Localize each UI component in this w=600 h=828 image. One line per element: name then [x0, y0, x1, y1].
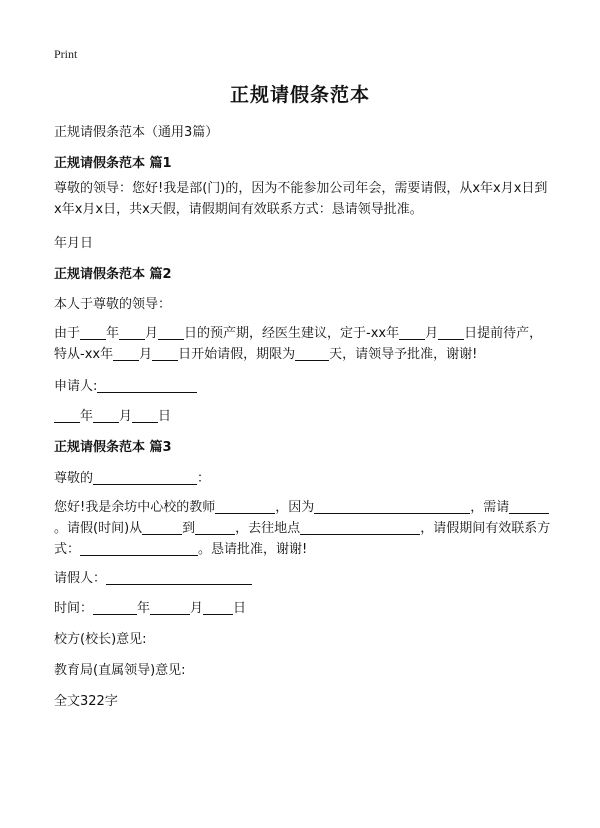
article-3-body	[54, 497, 552, 560]
article-2-body	[54, 323, 552, 365]
word-count: 全文322字	[54, 694, 118, 709]
body-text: ，因为	[275, 500, 315, 515]
body-text: 。请假(时间)从	[54, 521, 143, 536]
page-title: 正规请假条范本	[229, 84, 370, 106]
greeting-end: ：	[197, 471, 211, 486]
blank-field	[119, 325, 145, 340]
body-text: 年	[106, 326, 120, 341]
article-3-greeting	[54, 467, 210, 486]
blank-field	[80, 541, 198, 556]
body-text: ，请假期间有效联系方式：	[54, 521, 551, 557]
date-day-label: 日	[158, 409, 172, 424]
body-text: 日开始请假，期限为	[178, 347, 296, 362]
applicant-label: 申请人:	[54, 379, 98, 394]
date-year-label: 年	[80, 409, 94, 424]
blank-field	[93, 470, 197, 485]
blank-field	[203, 600, 233, 615]
print-link[interactable]: Print	[54, 47, 78, 61]
applicant-line	[54, 375, 197, 394]
body-text: 到	[182, 521, 196, 536]
body-text: 由于	[54, 326, 81, 341]
greeting-label: 尊敬的	[54, 471, 94, 486]
leave-person-label: 请假人：	[54, 571, 107, 586]
time-year-label: 年	[137, 601, 151, 616]
blank-field	[399, 325, 425, 340]
body-text: 您好!我是余坊中心校的教师	[54, 500, 216, 515]
blank-field	[509, 499, 549, 514]
body-text: 月	[425, 326, 439, 341]
blank-field	[314, 499, 470, 514]
blank-field	[106, 570, 252, 585]
body-text: 日提前待产，特从-xx年	[54, 326, 543, 362]
article-1-body: 尊敬的领导：您好!我是部(门)的，因为不能参加公司年会，需要请假，从x年x月x日到x年x月x日，共x天假，请假期间有效联系方式：恳请领导批准。	[54, 181, 548, 217]
article-1-date: 年月日	[54, 236, 94, 251]
body-text: 天，请领导予批准，谢谢!	[329, 347, 478, 362]
school-opinion: 校方(校长)意见:	[54, 632, 147, 647]
body-text: ，需请	[470, 500, 510, 515]
article-1-heading: 正规请假条范本 篇1	[54, 156, 172, 171]
time-day-label: 日	[233, 601, 247, 616]
body-text: ，去往地点	[235, 521, 301, 536]
applicant-blank	[97, 378, 197, 393]
article-2-greeting: 本人于尊敬的领导：	[54, 297, 172, 312]
body-text: 。恳请批准，谢谢!	[198, 542, 308, 557]
date-month-label: 月	[119, 409, 133, 424]
blank-field	[295, 346, 329, 361]
blank-field	[152, 346, 178, 361]
blank-field	[132, 408, 158, 423]
blank-field	[113, 346, 139, 361]
article-2-heading: 正规请假条范本 篇2	[54, 267, 172, 282]
blank-field	[300, 520, 420, 535]
article-2-date-line	[54, 405, 171, 424]
blank-field	[195, 520, 235, 535]
body-text: 月	[145, 326, 159, 341]
time-label: 时间：	[54, 601, 94, 616]
body-text: 日的预产期，经医生建议，定于-xx年	[184, 326, 400, 341]
article-3-heading: 正规请假条范本 篇3	[54, 440, 172, 455]
blank-field	[80, 325, 106, 340]
body-text: 月	[139, 347, 153, 362]
blank-field	[158, 325, 184, 340]
leave-person-line	[54, 567, 252, 586]
blank-field	[54, 408, 80, 423]
bureau-opinion: 教育局(直属领导)意见:	[54, 663, 186, 678]
time-line	[54, 597, 246, 616]
blank-field	[438, 325, 464, 340]
time-month-label: 月	[190, 601, 204, 616]
subtitle: 正规请假条范本（通用3篇）	[54, 125, 219, 140]
blank-field	[215, 499, 275, 514]
blank-field	[93, 408, 119, 423]
blank-field	[142, 520, 182, 535]
blank-field	[150, 600, 190, 615]
blank-field	[93, 600, 137, 615]
